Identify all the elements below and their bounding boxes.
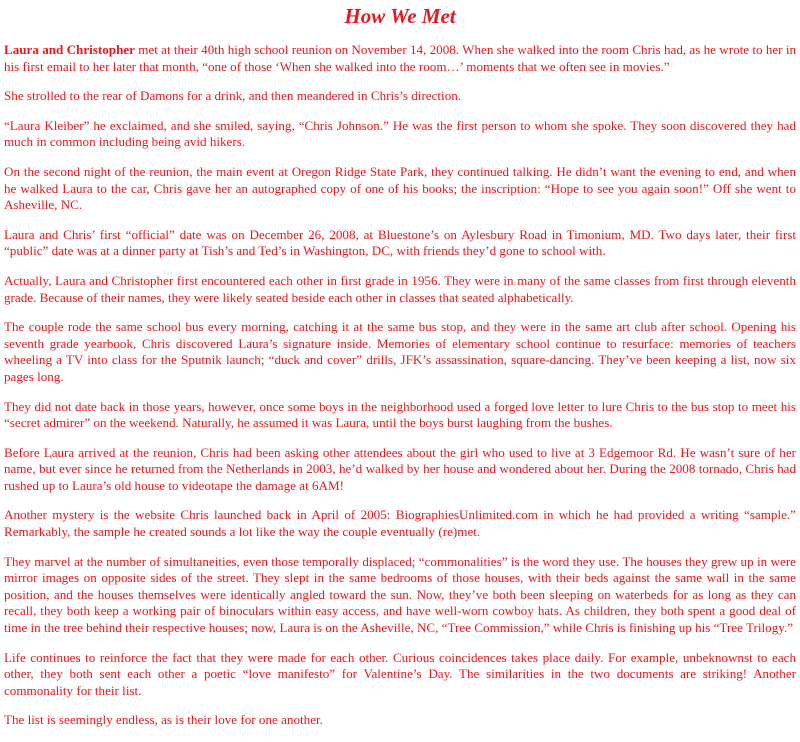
story-paragraph: “Laura Kleiber” he exclaimed, and she smiled, saying, “Chris Johnson.” He was the first person to whom she spoke. They soon discovered they had much in common including being avid hikers. [4,117,796,150]
story-paragraph: She strolled to the rear of Damons for a drink, and then meandered in Chris’s direction. [4,88,462,104]
couple-names: Laura and Christopher [4,42,135,57]
story-paragraph: They marvel at the number of simultaneities, even those temporally displaced; “commonalities” is the word they use. The houses they grew up in were mirror images on opposite sides of the street. They slept in the same bedrooms of those houses, with their beds against the same wall in the same position, and the houses themselves were identically angled toward the sun. Now, they’ve both been sleeping on waterbeds for as long as they can recall, they both keep a working pair of binoculars within easy access, and have well-worn cowboy hats. As children, they both spent a good deal of time in the tree behind their respective houses; now, Laura is on the Asheville, NC, “Tree Commission,” while Chris is finishing up his “Tree Trilogy.” [4,553,796,636]
closing-paragraph: The list is seemingly endless, as is their love for one another. [4,712,323,728]
intro-paragraph [4,42,796,75]
story-paragraph: The couple rode the same school bus every morning, catching it at the same bus stop, and they were in the same art club after school. Opening his seventh grade yearbook, Chris discovered Laura’s signature inside. Memories of elementary school continue to resurface: memories of teachers wheeling a TV into class for the Sputnik launch; “duck and cover” drills, JFK’s assassination, square-dancing. They’ve been keeping a list, now six pages long. [4,319,796,384]
story-paragraph: Life continues to reinforce the fact that they were made for each other. Curious coincidences takes place daily. For example, unbeknownst to each other, they both sent each other a poetic “love manifesto” for Valentine’s Day. The similarities in the two documents are striking! Another commonality for their list. [4,649,796,698]
story-paragraph: They did not date back in those years, however, once some boys in the neighborhood used a forged love letter to lure Chris to the bus stop to meet his “secret admirer” on the weekend. Naturally, he assumed it was Laura, until the boys burst laughing from the bushes. [4,398,796,431]
intro-text: met at their 40th high school reunion on November 14, 2008. When she walked into the room Chris had, as he wrote to her in his first email to her later that month, “one of those ‘When she walked into the room…’ moments that we often see in movies.” [4,42,797,74]
story-paragraph: Before Laura arrived at the reunion, Chris had been asking other attendees about the girl who used to live at 3 Edgemoor Rd. He wasn’t sure of her name, but ever since he returned from the Netherlands in 2003, he’d walked by her house and wondered about her. During the 2008 tornado, Chris had rushed up to Laura’s old house to videotape the damage at 6AM! [4,444,796,493]
story-paragraph: Another mystery is the website Chris launched back in April of 2005: BiographiesUnlimited.com in which he had provided a writing “sample.” Remarkably, the sample he created sounds a lot like the way the couple eventually (re)met. [4,507,796,540]
page-title: How We Met [344,4,456,28]
story-paragraph: On the second night of the reunion, the main event at Oregon Ridge State Park, they continued talking. He didn’t want the evening to end, and when he walked Laura to the car, Chris gave her an autographed copy of one of his books; the inscription: “Hope to see you again soon!” Off she went to Asheville, NC. [4,163,796,213]
story-body [4,42,796,729]
story-paragraph: Actually, Laura and Christopher first encountered each other in first grade in 1956. They were in many of the same classes from first through eleventh grade. Because of their names, they were likely seated beside each other in classes that seated alphabetically. [4,272,796,305]
story-paragraph: Laura and Chris’ first “official” date was on December 26, 2008, at Bluestone’s on Aylesbury Road in Timonium, MD. Two days later, their first “public” date was at a dinner party at Tish’s and Ted’s in Washington, DC, with friends they’d gone to school with. [4,226,796,259]
